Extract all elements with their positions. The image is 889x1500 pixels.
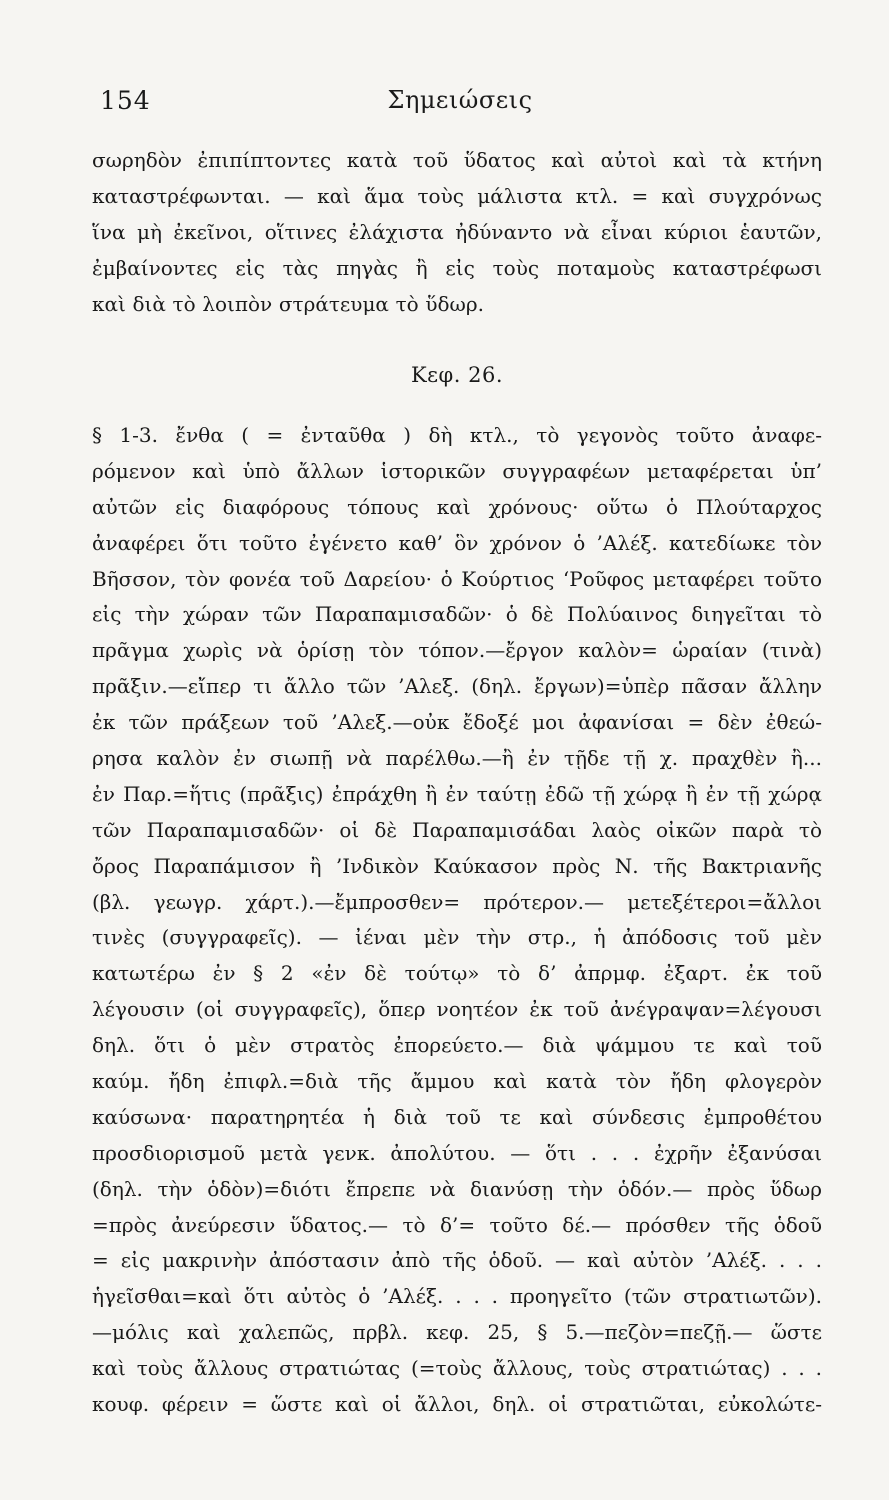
- text-line: καὶ τοὺς ἄλλους στρατιώτας (=τοὺς ἄλλους, τοὺς στρατιώτας) . . .: [92, 1356, 822, 1381]
- text-line: δηλ. ὅτι ὁ μὲν στρατὸς ἐπορεύετο.— διὰ ψάμμου τε καὶ τοῦ: [92, 1033, 822, 1058]
- text-line: κουφ. φέρειν = ὥστε καὶ οἱ ἄλλοι, δηλ. οἱ στρατιῶται, εὐκολώτε-: [92, 1392, 822, 1417]
- text-line: ἐμβαίνοντες εἰς τὰς πηγὰς ἢ εἰς τοὺς ποταμοὺς καταστρέφωσι: [92, 255, 822, 280]
- paragraph-notes-ch26: [92, 418, 822, 1423]
- text-line: καταστρέφωνται. — καὶ ἅμα τοὺς μάλιστα κτλ. = καὶ συγχρόνως: [92, 183, 822, 208]
- text-line: =πρὸς ἀνεύρεσιν ὕδατος.— τὸ δ’= τοῦτο δέ.— πρόσθεν τῆς ὁδοῦ: [92, 1212, 822, 1237]
- text-line: καὶ διὰ τὸ λοιπὸν στράτευμα τὸ ὕδωρ.: [92, 291, 484, 316]
- text-line: —μόλις καὶ χαλεπῶς, πρβλ. κεφ. 25, § 5.—πεζὸν=πεζῇ.— ὥστε: [92, 1320, 822, 1345]
- text-line: ὄρος Παραπάμισον ἢ ’Ινδικὸν Καύκασον πρὸς Ν. τῆς Βακτριανῆς: [92, 853, 822, 878]
- text-line: καύσωνα· παρατηρητέα ἡ διὰ τοῦ τε καὶ σύνδεσις ἐμπροθέτου: [92, 1104, 822, 1129]
- text-line: ἀναφέρει ὅτι τοῦτο ἐγένετο καθ’ ὃν χρόνον ὁ ’Αλέξ. κατεδίωκε τὸν: [92, 530, 822, 555]
- text-line: § 1-3. ἔνθα ( = ἐνταῦθα ) δὴ κτλ., τὸ γεγονὸς τοῦτο ἀναφε-: [92, 423, 822, 447]
- text-line: ἡγεῖσθαι=καὶ ὅτι αὐτὸς ὁ ’Αλέξ. . . . προηγεῖτο (τῶν στρατιωτῶν).: [92, 1284, 822, 1309]
- text-line: πρᾶγμα χωρὶς νὰ ὁρίσῃ τὸν τόπον.—ἔργον καλὸν= ὡραίαν (τινὰ): [92, 638, 822, 663]
- text-line: τινὲς (συγγραφεῖς). — ἰέναι μὲν τὴν στρ., ἡ ἀπόδοσις τοῦ μὲν: [92, 925, 822, 950]
- text-line: ἐν Παρ.=ἥτις (πρᾶξις) ἐπράχθη ἢ ἐν ταύτῃ ἐδῶ τῇ χώρᾳ ἢ ἐν τῇ χώρᾳ: [92, 781, 822, 806]
- text-line: τῶν Παραπαμισαδῶν· οἱ δὲ Παραπαμισάδαι λαὸς οἰκῶν παρὰ τὸ: [92, 817, 822, 842]
- running-title: Σημειώσεις: [387, 86, 533, 114]
- text-line: ρησα καλὸν ἐν σιωπῇ νὰ παρέλθω.—ἢ ἐν τῇδε τῇ χ. πραχθὲν ἢ...: [92, 746, 822, 771]
- chapter-heading: Κεφ. 26.: [410, 363, 504, 387]
- text-line: αὐτῶν εἰς διαφόρους τόπους καὶ χρόνους· οὕτω ὁ Πλούταρχος: [92, 494, 822, 519]
- text-line: ἐκ τῶν πράξεων τοῦ ’Αλεξ.—οὐκ ἔδοξέ μοι ἀφανίσαι = δὲν ἐθεώ-: [92, 710, 822, 735]
- text-line: ρόμενον καὶ ὑπὸ ἄλλων ἱστορικῶν συγγραφέων μεταφέρεται ὑπ’: [92, 458, 822, 483]
- text-line: (δηλ. τὴν ὁδὸν)=διότι ἔπρεπε νὰ διανύσῃ τὴν ὁδόν.— πρὸς ὕδωρ: [92, 1176, 822, 1201]
- text-line: (βλ. γεωγρ. χάρτ.).—ἔμπροσθεν= πρότερον.— μετεξέτεροι=ἄλλοι: [92, 889, 822, 914]
- text-line: = εἰς μακρινὴν ἀπόστασιν ἀπὸ τῆς ὁδοῦ. — καὶ αὐτὸν ’Αλέξ. . . .: [92, 1248, 822, 1273]
- text-line: Βῆσσον, τὸν φονέα τοῦ Δαρείου· ὁ Κούρτιος ‘Ροῦφος μεταφέρει τοῦτο: [92, 566, 822, 591]
- text-line: ἵνα μὴ ἐκεῖνοι, οἵτινες ἐλάχιστα ἠδύναντο νὰ εἶναι κύριοι ἑαυτῶν,: [92, 219, 822, 244]
- page-number: 154: [100, 86, 151, 115]
- text-line: εἰς τὴν χώραν τῶν Παραπαμισαδῶν· ὁ δὲ Πολύαινος διηγεῖται τὸ: [92, 602, 822, 627]
- text-line: λέγουσιν (οἱ συγγραφεῖς), ὅπερ νοητέον ἐκ τοῦ ἀνέγραψαν=λέγουσι: [92, 997, 822, 1022]
- text-line: κατωτέρω ἐν § 2 «ἐν δὲ τούτῳ» τὸ δ’ ἀπρμφ. ἐξαρτ. ἐκ τοῦ: [92, 961, 822, 986]
- text-line: καύμ. ἤδη ἐπιφλ.=διὰ τῆς ἄμμου καὶ κατὰ τὸν ἤδη φλογερὸν: [92, 1069, 822, 1094]
- text-line: προσδιορισμοῦ μετὰ γενκ. ἀπολύτου. — ὅτι . . . ἐχρῆν ἐξανύσαι: [92, 1140, 822, 1165]
- text-line: σωρηδὸν ἐπιπίπτοντες κατὰ τοῦ ὕδατος καὶ αὐτοὶ καὶ τὰ κτήνη: [92, 148, 822, 172]
- text-line: πρᾶξιν.—εἴπερ τι ἄλλο τῶν ’Αλεξ. (δηλ. ἔργων)=ὑπὲρ πᾶσαν ἄλλην: [92, 674, 822, 699]
- running-head: [100, 78, 820, 118]
- paragraph-notes-ch25: [92, 143, 822, 322]
